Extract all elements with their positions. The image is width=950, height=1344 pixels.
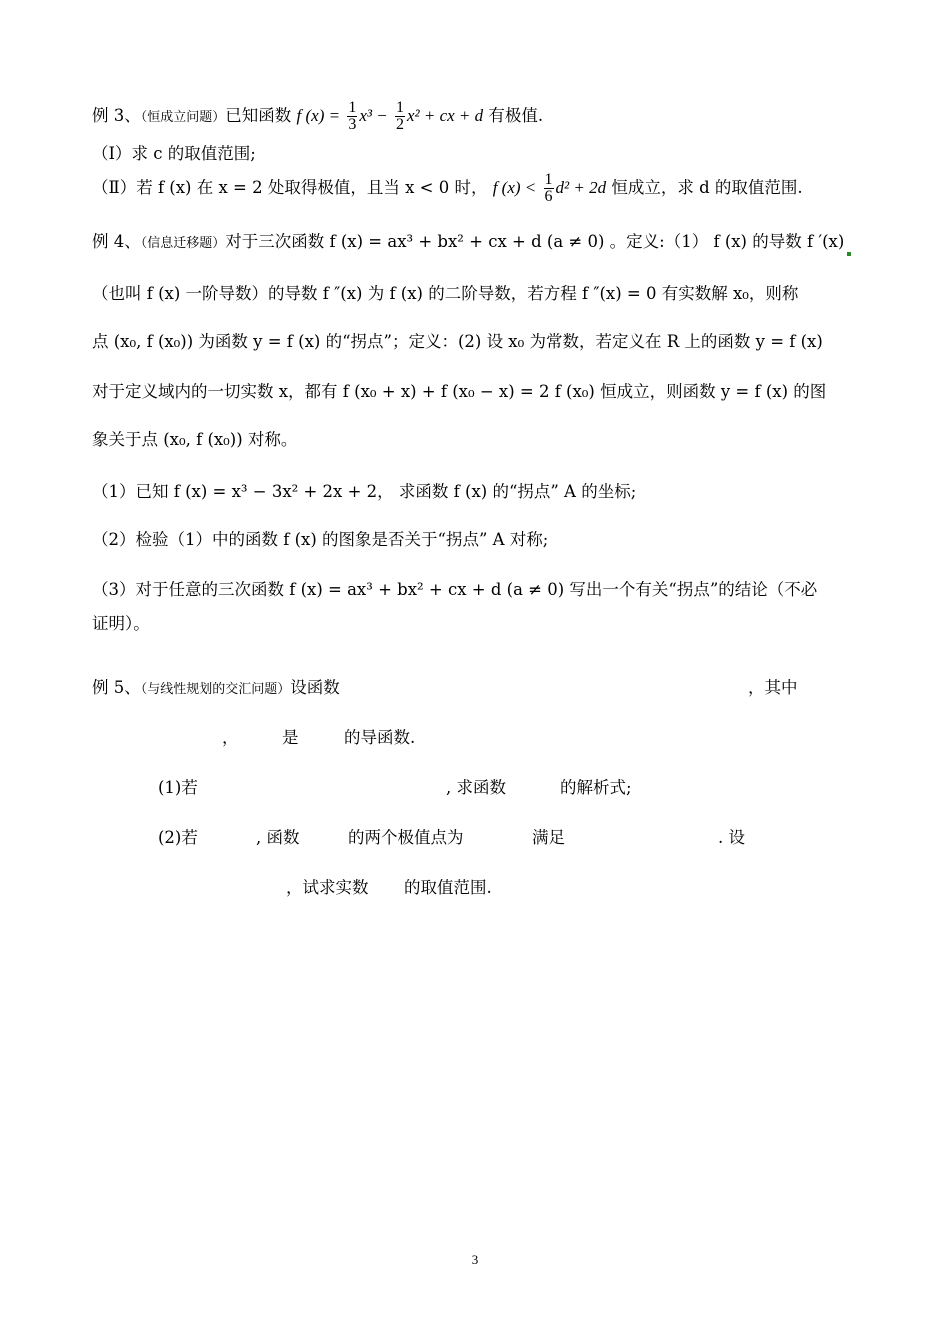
ex5-p2-c: 的两个极值点为 [348,828,464,847]
ex3-tail: 有极值. [488,106,544,125]
ex4-q2: （2）检验（1）中的函数 f (x) 的图象是否关于“拐点” A 对称; [92,530,549,549]
ex3-part2-b: d² + 2d [555,178,607,197]
ex4-line2: （也叫 f (x) 一阶导数）的导数 f ″(x) 为 f (x) 的二阶导数，若方程 f ″(x) = 0 有实数解 x₀，则称 [92,284,799,303]
ex4-line4: 对于定义域内的一切实数 x，都有 f (x₀ + x) + f (x₀ − x) = 2 f (x₀) 恒成立，则函数 y = f (x) 的图 [92,382,827,401]
ex5-p1-a: (1)若 [158,778,198,797]
ex3-term1: x³ − [359,106,388,125]
ex4-q3b: 证明）。 [92,614,150,633]
ex5-line1 [92,676,340,702]
ex5-tag: （与线性规划的交汇问题） [140,682,291,697]
ex3-tag: （恒成立问题） [140,110,226,125]
ex3-label: 例 3、 [92,106,141,125]
ex3-part2 [92,172,803,205]
ex5-p3-a: ，试求实数 [286,878,369,897]
ex5-p2-d: 满足 [532,828,565,847]
ex5-label: 例 5、 [92,678,141,697]
ex5-p3-b: 的取值范围. [404,878,492,897]
ex5-intro: 设函数 [290,678,340,697]
ex5-intro-tail: ，其中 [748,678,798,697]
ex4-line3: 点 (x₀, f (x₀)) 为函数 y = f (x) 的“拐点”；定义：(2) 设 x₀ 为常数，若定义在 R 上的函数 y = f (x) [92,332,823,351]
ex4-line1 [92,230,851,256]
ex5-p2-a: (2)若 [158,828,198,847]
ex3-f: f (x) = [296,106,341,125]
ex3-frac3: $\frac{1}{6}$ [544,171,553,205]
ex5-line2-a: ， [222,728,239,747]
ex5-p1-b: , 求函数 [446,778,506,797]
ex3-intro: 已知函数 [225,106,292,125]
ex5-line2-c: 的导函数. [344,728,416,747]
ex4-line1-text: 对于三次函数 f (x) = ax³ + bx² + cx + d (a ≠ 0) 。定义:（1） f (x) 的导数 f ′(x) [225,232,845,251]
ex3-frac2: $\frac{1}{2}$ [395,99,404,133]
ex3-part2-f: f (x) < [492,178,537,197]
page-number: 3 [471,1252,479,1267]
ex3-part2-a: （Ⅱ）若 f (x) 在 x = 2 处取得极值，且当 x < 0 时， [92,178,488,197]
ex5-p2-b: , 函数 [256,828,300,847]
ex4-q3a: （3）对于任意的三次函数 f (x) = ax³ + bx² + cx + d (a ≠ 0) 写出一个有关“拐点”的结论（不必 [92,580,818,599]
ex4-line5: 象关于点 (x₀, f (x₀)) 对称。 [92,430,298,449]
ex4-q1: （1）已知 f (x) = x³ − 3x² + 2x + 2， 求函数 f (x) 的“拐点” A 的坐标; [92,482,637,501]
ex3-part2-c: 恒成立，求 d 的取值范围. [611,178,803,197]
ex5-p1-c: 的解析式; [560,778,632,797]
anchor-marker-icon [847,252,851,256]
ex3-line1 [92,100,543,133]
ex3-part1: （Ⅰ）求 c 的取值范围; [92,144,256,163]
ex5-line2-b: 是 [282,728,299,747]
ex5-p2-e: . 设 [718,828,745,847]
ex3-frac1: $\frac{1}{3}$ [348,99,357,133]
ex4-tag: （信息迁移题） [140,236,226,251]
ex4-label: 例 4、 [92,232,141,251]
ex3-term2: x² + cx + d [406,106,484,125]
